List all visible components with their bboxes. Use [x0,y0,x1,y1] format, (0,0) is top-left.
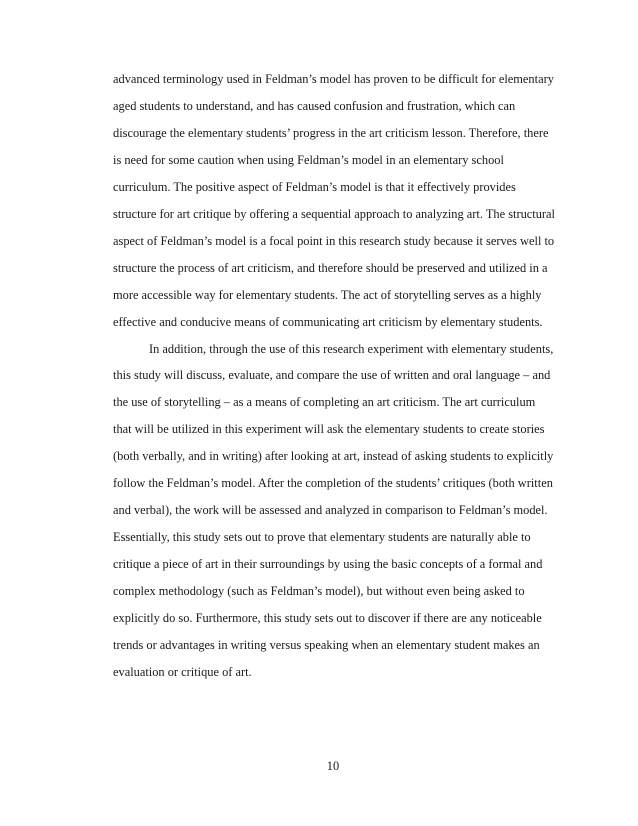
text-line: effective and conducive means of communicating art criticism by elementary students. [113,314,543,329]
text-line: structure for art critique by offering a sequential approach to analyzing art. The structural [113,206,555,221]
text-line: is need for some caution when using Feldman’s model in an elementary school [113,152,504,167]
text-line: this study will discuss, evaluate, and compare the use of written and oral language – and [113,368,551,383]
text-line: curriculum. The positive aspect of Feldman’s model is that it effectively provides [113,179,516,194]
text-line: evaluation or critique of art. [113,664,252,679]
text-line: critique a piece of art in their surroundings by using the basic concepts of a formal and [113,557,543,572]
text-line: the use of storytelling – as a means of completing an art criticism. The art curriculum [113,395,536,410]
text-line: more accessible way for elementary students. The act of storytelling serves as a highly [113,287,542,302]
text-line: Essentially, this study sets out to prove that elementary students are naturally able to [113,530,531,545]
text-line: that will be utilized in this experiment will ask the elementary students to create stories [113,422,545,437]
text-line: complex methodology (such as Feldman’s model), but without even being asked to [113,584,525,599]
text-line: aspect of Feldman’s model is a focal point in this research study because it serves well to [113,233,555,248]
text-line: structure the process of art criticism, and therefore should be preserved and utilized in a [113,260,548,275]
text-line: aged students to understand, and has caused confusion and frustration, which can [113,98,516,113]
body-text [113,66,553,686]
text-line: discourage the elementary students’ progress in the art criticism lesson. Therefore, there [113,125,549,140]
page-number: 10 [326,759,340,773]
text-line: advanced terminology used in Feldman’s model has proven to be difficult for elementary [113,72,554,86]
text-line: explicitly do so. Furthermore, this study sets out to discover if there are any noticeable [113,611,542,626]
text-line: (both verbally, and in writing) after looking at art, instead of asking students to explicitly [113,449,554,464]
text-line: trends or advantages in writing versus speaking when an elementary student makes an [113,638,540,653]
paragraph-start-line: In addition, through the use of this research experiment with elementary students, [149,341,554,356]
text-line: follow the Feldman’s model. After the completion of the students’ critiques (both written [113,476,553,491]
text-line: and verbal), the work will be assessed and analyzed in comparison to Feldman’s model. [113,503,548,518]
